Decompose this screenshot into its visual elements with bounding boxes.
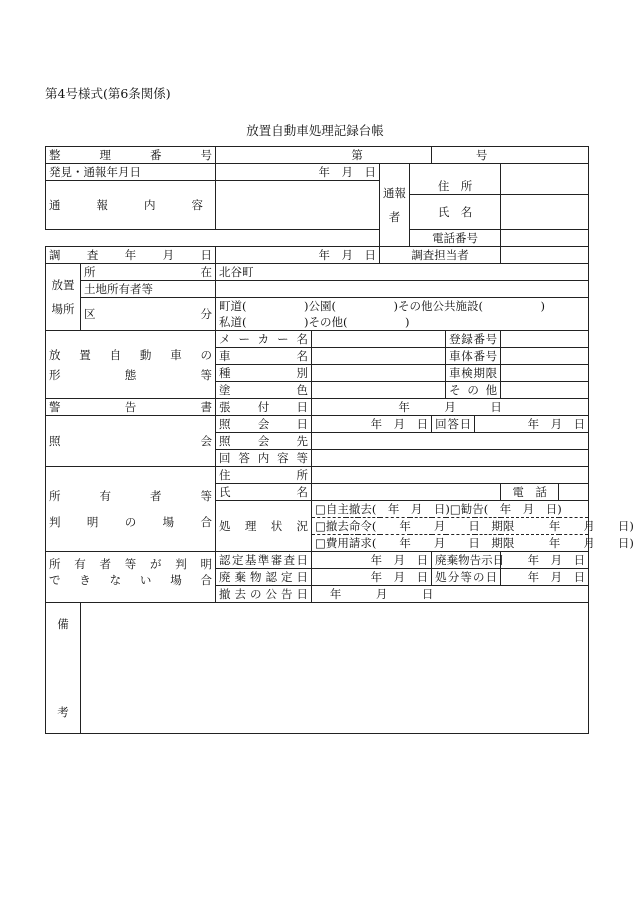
shatai-bango-field[interactable] bbox=[501, 348, 589, 365]
shimei-label: 氏 名 bbox=[410, 195, 501, 230]
haikibutsu-nintei-label: 廃棄物認定日 bbox=[216, 569, 312, 586]
kaito-date-field[interactable]: 年 月 日 bbox=[475, 416, 589, 433]
jusho2-label: 住所 bbox=[216, 467, 312, 484]
shokai-date-field[interactable]: 年 月 日 bbox=[312, 416, 432, 433]
shoyusha-row-1 bbox=[46, 467, 589, 484]
denwa-label: 電 話 bbox=[501, 484, 559, 501]
shokai-saki-field[interactable] bbox=[312, 433, 589, 450]
haikibutsu-kokuji-label: 廃棄物告示日 bbox=[432, 552, 501, 569]
seiri-bango-label: 整 理 番 号 bbox=[46, 147, 216, 164]
biko-field[interactable] bbox=[81, 603, 589, 734]
sonota-label: その他 bbox=[446, 382, 501, 399]
denwa-field[interactable] bbox=[559, 484, 589, 501]
tsuho-naiyo-field[interactable] bbox=[216, 181, 380, 230]
tochi-row bbox=[46, 281, 589, 298]
denwa-row bbox=[46, 230, 589, 247]
jusho-label: 住 所 bbox=[410, 164, 501, 195]
shamei-field[interactable] bbox=[312, 348, 446, 365]
shobun-date[interactable]: 年 月 日 bbox=[501, 569, 589, 586]
biko-label-1: 備 bbox=[57, 617, 69, 631]
shokai-row-1 bbox=[46, 416, 589, 433]
keikokusho-row bbox=[46, 399, 589, 416]
jusho2-field[interactable] bbox=[312, 467, 589, 484]
shoyusha-label-1: 所有者等 bbox=[49, 489, 213, 503]
shobun-label: 処分等の日 bbox=[432, 569, 501, 586]
denwa-bango-field[interactable] bbox=[501, 230, 589, 247]
biko-row bbox=[46, 603, 589, 734]
shokai-bi-label: 照会日 bbox=[216, 416, 312, 433]
kubun-line-2[interactable]: 私道( )その他( ) bbox=[216, 314, 589, 331]
haritsuke-label: 張付日 bbox=[216, 399, 312, 416]
hakken-label: 発見・通報年月日 bbox=[46, 164, 216, 181]
shori-line-3[interactable]: □費用請求( 年 月 日 期限 年 月 日) bbox=[312, 535, 589, 552]
shimei-field[interactable] bbox=[501, 195, 589, 230]
nintei-kijun-label: 認定基準審査日 bbox=[216, 552, 312, 569]
shozai-row bbox=[46, 264, 589, 281]
fumei-row-1 bbox=[46, 552, 589, 569]
maker-label: メーカー名 bbox=[216, 331, 312, 348]
chosa-label: 調 査 年 月 日 bbox=[46, 247, 216, 264]
kaito-naiyo-label: 回答内容等 bbox=[216, 450, 312, 467]
seiri-row bbox=[46, 147, 589, 164]
tochi-field[interactable] bbox=[216, 281, 589, 298]
page-title: 放置自動車処理記録台帳 bbox=[246, 123, 384, 138]
kubun-row-1 bbox=[46, 298, 589, 315]
haikibutsu-kokuji-date[interactable]: 年 月 日 bbox=[501, 552, 589, 569]
chosa-tantosha-field[interactable] bbox=[501, 247, 589, 264]
keikokusho-label: 警告書 bbox=[46, 399, 216, 416]
shori-line-2[interactable]: □撤去命令( 年 月 日 期限 年 月 日) bbox=[312, 518, 589, 535]
maker-row bbox=[46, 331, 589, 348]
form-number: 第4号様式(第6条関係) bbox=[45, 86, 171, 101]
denwa-bango-label: 電話番号 bbox=[410, 230, 501, 247]
hakken-date-field[interactable]: 年 月 日 bbox=[216, 164, 380, 181]
shaken-label: 車検期限 bbox=[446, 365, 501, 382]
record-form-table bbox=[45, 146, 634, 734]
dai-label: 第 bbox=[216, 147, 432, 164]
kubun-label: 区分 bbox=[81, 298, 216, 331]
shokai-label: 照会 bbox=[46, 416, 216, 467]
toshoku-label: 塗色 bbox=[216, 382, 312, 399]
shubetsu-field[interactable] bbox=[312, 365, 446, 382]
shimei2-label: 氏名 bbox=[216, 484, 312, 501]
chosa-row bbox=[46, 247, 589, 264]
shozai-label: 所在 bbox=[81, 264, 216, 281]
shori-line-1[interactable]: □自主撤去( 年 月 日)□勧告( 年 月 日) bbox=[312, 501, 589, 518]
maker-field[interactable] bbox=[312, 331, 446, 348]
chosa-date-field[interactable]: 年 月 日 bbox=[216, 247, 380, 264]
jusho-field[interactable] bbox=[501, 164, 589, 195]
toroku-bango-field[interactable] bbox=[501, 331, 589, 348]
toroku-bango-label: 登録番号 bbox=[446, 331, 501, 348]
basho-label: 放置場所 bbox=[46, 264, 81, 331]
hakken-row bbox=[46, 164, 589, 181]
haikibutsu-nintei-date[interactable]: 年 月 日 bbox=[312, 569, 432, 586]
toshoku-field[interactable] bbox=[312, 382, 446, 399]
kaito-bi-label: 回答日 bbox=[432, 416, 475, 433]
shori-jokyo-label: 処理状況 bbox=[216, 501, 312, 552]
shatai-bango-label: 車体番号 bbox=[446, 348, 501, 365]
biko-label-2: 考 bbox=[57, 705, 69, 719]
kaito-naiyo-field[interactable] bbox=[312, 450, 589, 467]
shokai-saki-label: 照会先 bbox=[216, 433, 312, 450]
shimei2-field[interactable] bbox=[312, 484, 501, 501]
kubun-line-1[interactable]: 町道( )公園( )その他公共施設( ) bbox=[216, 298, 589, 315]
keitai-label-1: 放置自動車の bbox=[49, 347, 213, 362]
sonota-field[interactable] bbox=[501, 382, 589, 399]
tsuho-sha-label: 通報者 bbox=[380, 164, 410, 247]
shamei-label: 車名 bbox=[216, 348, 312, 365]
shaken-field[interactable] bbox=[501, 365, 589, 382]
tsuho-naiyo-label: 通 報 内 容 bbox=[46, 181, 216, 230]
tekkyo-kokoku-date[interactable]: 年 月 日 bbox=[312, 586, 589, 603]
tochi-label: 土地所有者等 bbox=[81, 281, 216, 298]
shozai-field[interactable]: 北谷町 bbox=[216, 264, 589, 281]
go-label: 号 bbox=[432, 147, 589, 164]
shoyusha-label-2: 判明の場合 bbox=[49, 515, 213, 529]
chosa-tantosha-label: 調査担当者 bbox=[380, 247, 501, 264]
tekkyo-kokoku-label: 撤去の公告日 bbox=[216, 586, 312, 603]
fumei-label-1: 所有者等が判明 bbox=[49, 557, 213, 571]
fumei-label-2: できない場合 bbox=[49, 573, 213, 587]
nintei-kijun-date[interactable]: 年 月 日 bbox=[312, 552, 432, 569]
haritsuke-date-field[interactable]: 年 月 日 bbox=[312, 399, 589, 416]
keitai-label-2: 形態等 bbox=[49, 367, 213, 382]
shubetsu-label: 種別 bbox=[216, 365, 312, 382]
